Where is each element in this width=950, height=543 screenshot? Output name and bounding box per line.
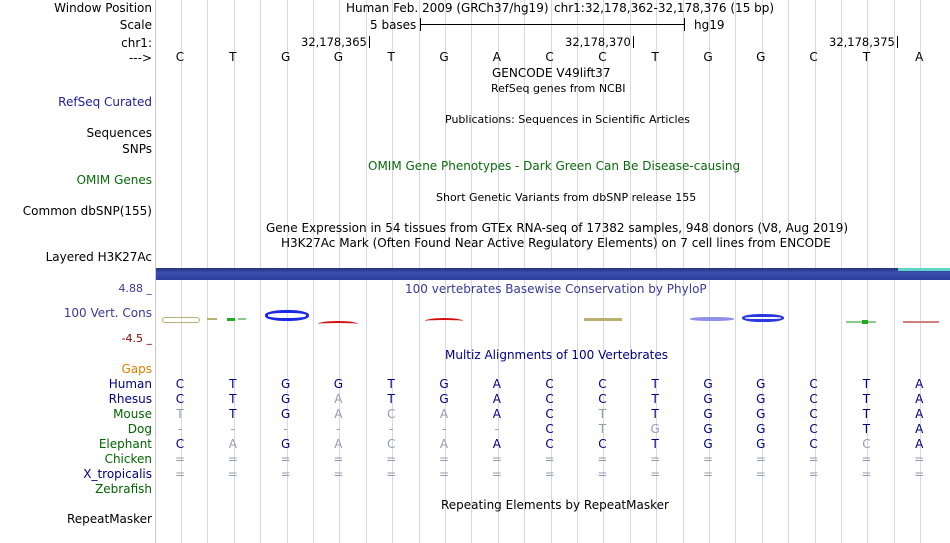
alignment-base: G bbox=[756, 392, 766, 406]
alignment-base: T bbox=[229, 407, 237, 421]
species-label[interactable]: Dog bbox=[127, 422, 152, 436]
alignment-base: A bbox=[228, 437, 237, 451]
alignment-base: = bbox=[491, 452, 502, 466]
multiz-title: Multiz Alignments of 100 Vertebrates bbox=[445, 348, 669, 362]
alignment-base: T bbox=[862, 377, 871, 391]
sequence-base: C bbox=[545, 50, 554, 64]
alignment-base: G bbox=[756, 377, 766, 391]
alignment-base: T bbox=[862, 407, 871, 421]
window-position-label: Window Position bbox=[54, 1, 152, 15]
refseq-title: RefSeq genes from NCBI bbox=[491, 82, 626, 95]
alignment-base: C bbox=[809, 422, 818, 436]
sequence-base: G bbox=[756, 50, 766, 64]
alignment-base: T bbox=[387, 377, 395, 391]
alignment-base: T bbox=[651, 437, 659, 451]
alignment-base: T bbox=[229, 377, 237, 391]
alignment-base: A bbox=[439, 407, 449, 421]
sequence-base: T bbox=[387, 50, 395, 64]
alignment-base: = bbox=[491, 467, 502, 481]
alignment-base: = bbox=[174, 452, 186, 466]
phylop-glyph bbox=[690, 317, 734, 321]
alignment-base: = bbox=[386, 452, 397, 466]
alignment-base: = bbox=[280, 452, 291, 466]
sequence-base: C bbox=[175, 50, 185, 64]
alignment-base: G bbox=[280, 377, 291, 391]
alignment-base: = bbox=[227, 467, 238, 481]
alignment-base: C bbox=[175, 377, 185, 391]
sequence-base: T bbox=[862, 50, 871, 64]
scale-bar-right-cap bbox=[684, 18, 685, 31]
alignment-base: = bbox=[808, 467, 819, 481]
alignment-base: G bbox=[333, 377, 344, 391]
alignment-base: = bbox=[597, 452, 608, 466]
alignment-base: = bbox=[861, 467, 872, 481]
alignment-base: = bbox=[544, 467, 555, 481]
sequence-base: A bbox=[492, 50, 501, 64]
alignment-base: A bbox=[334, 407, 343, 421]
h3k27ac-signal-fill bbox=[156, 268, 950, 280]
assembly-title: Human Feb. 2009 (GRCh37/hg19) bbox=[346, 1, 549, 15]
alignment-base: T bbox=[176, 407, 184, 421]
alignment-base: A bbox=[492, 377, 501, 391]
alignment-base: A bbox=[492, 437, 501, 451]
alignment-base: A bbox=[915, 422, 924, 436]
alignment-base: C bbox=[809, 377, 818, 391]
sequence-base: C bbox=[598, 50, 607, 64]
gencode-title: GENCODE V49lift37 bbox=[492, 66, 611, 80]
alignment-base: - bbox=[230, 422, 235, 436]
alignment-base: T bbox=[651, 407, 659, 421]
species-label[interactable]: Rhesus bbox=[108, 392, 152, 406]
track-label-sequences[interactable]: Sequences bbox=[86, 126, 152, 140]
alignment-base: G bbox=[280, 407, 291, 421]
alignment-base: C bbox=[545, 437, 554, 451]
alignment-base: = bbox=[914, 452, 925, 466]
phylop-glyph bbox=[162, 317, 200, 323]
alignment-base: T bbox=[598, 407, 607, 421]
alignment-base: T bbox=[598, 422, 607, 436]
alignment-base: C bbox=[175, 437, 185, 451]
sequence-base: T bbox=[651, 50, 659, 64]
alignment-base: = bbox=[914, 467, 925, 481]
alignment-base: - bbox=[283, 422, 288, 436]
alignment-base: T bbox=[651, 377, 659, 391]
sequence-base: C bbox=[809, 50, 818, 64]
track-label-omim[interactable]: OMIM Genes bbox=[76, 173, 152, 187]
phylop-glyph bbox=[207, 318, 217, 320]
phylop-glyph bbox=[742, 314, 784, 322]
alignment-base: G bbox=[280, 392, 291, 406]
alignment-base: G bbox=[756, 422, 766, 436]
alignment-base: C bbox=[545, 377, 554, 391]
alignment-base: A bbox=[492, 392, 501, 406]
phylop-glyph bbox=[903, 321, 939, 323]
alignment-base: = bbox=[280, 467, 291, 481]
alignment-base: G bbox=[703, 407, 713, 421]
dbsnp-title: Short Genetic Variants from dbSNP release 155 bbox=[436, 191, 697, 204]
alignment-base: T bbox=[387, 392, 395, 406]
alignment-base: = bbox=[386, 467, 397, 481]
alignment-base: G bbox=[703, 377, 713, 391]
alignment-base: = bbox=[227, 452, 238, 466]
alignment-base: A bbox=[439, 437, 449, 451]
phylop-title: 100 vertebrates Basewise Conservation by PhyloP bbox=[405, 282, 707, 296]
alignment-base: T bbox=[862, 392, 871, 406]
alignment-base: = bbox=[438, 467, 450, 481]
sequence-base: T bbox=[229, 50, 237, 64]
alignment-base: = bbox=[174, 467, 186, 481]
species-label[interactable]: Human bbox=[108, 377, 152, 391]
alignment-base: C bbox=[598, 437, 607, 451]
alignment-base: A bbox=[915, 377, 924, 391]
alignment-base: C bbox=[598, 392, 607, 406]
alignment-base: = bbox=[650, 452, 661, 466]
alignment-base: T bbox=[651, 392, 659, 406]
alignment-base: G bbox=[280, 437, 291, 451]
alignment-base: G bbox=[703, 437, 713, 451]
alignment-base: A bbox=[492, 407, 501, 421]
alignment-base: - bbox=[494, 422, 499, 436]
alignment-base: = bbox=[702, 467, 714, 481]
alignment-base: G bbox=[756, 437, 766, 451]
alignment-base: - bbox=[336, 422, 341, 436]
sequence-base: G bbox=[439, 50, 449, 64]
track-label-h3k27ac[interactable]: Layered H3K27Ac bbox=[45, 250, 152, 264]
alignment-base: G bbox=[703, 422, 713, 436]
track-label-cons[interactable]: 100 Vert. Cons bbox=[63, 306, 152, 320]
species-label[interactable]: Elephant bbox=[98, 437, 152, 451]
h3k27ac-signal-band[interactable] bbox=[156, 268, 950, 280]
phylop-glyph bbox=[227, 318, 235, 321]
h3k27ac-title: H3K27Ac Mark (Often Found Near Active Regulatory Elements) on 7 cell lines from ENCODE bbox=[281, 236, 831, 250]
alignment-base: = bbox=[438, 452, 450, 466]
alignment-base: = bbox=[333, 467, 344, 481]
phylop-glyph bbox=[846, 321, 876, 323]
track-label-gaps[interactable]: Gaps bbox=[121, 362, 152, 376]
species-label[interactable]: X_tropicalis bbox=[83, 467, 152, 481]
alignment-base: A bbox=[915, 407, 924, 421]
chrom-label: chr1: bbox=[121, 36, 152, 50]
position-label: 32,178,370 bbox=[565, 36, 634, 48]
alignment-base: = bbox=[597, 467, 608, 481]
track-label-dbsnp[interactable]: Common dbSNP(155) bbox=[22, 204, 152, 218]
alignment-base: C bbox=[809, 392, 818, 406]
phylop-glyph bbox=[318, 321, 358, 327]
alignment-base: = bbox=[861, 452, 872, 466]
alignment-base: = bbox=[755, 467, 766, 481]
alignment-base: C bbox=[386, 407, 396, 421]
alignment-base: C bbox=[809, 437, 818, 451]
alignment-base: - bbox=[441, 422, 447, 436]
region-title: chr1:32,178,362-32,178,376 (15 bp) bbox=[554, 1, 775, 15]
position-label: 32,178,375 bbox=[829, 36, 898, 48]
strand-label: ---> bbox=[128, 51, 152, 65]
phylop-glyph bbox=[584, 318, 622, 321]
alignment-base: C bbox=[545, 422, 554, 436]
phylop-glyph bbox=[425, 318, 463, 324]
position-label: 32,178,365 bbox=[301, 36, 370, 48]
alignment-base: C bbox=[175, 392, 185, 406]
scale-bar bbox=[420, 24, 684, 25]
alignment-base: = bbox=[544, 452, 555, 466]
alignment-base: - bbox=[177, 422, 183, 436]
track-label-repeatmasker[interactable]: RepeatMasker bbox=[66, 512, 152, 526]
alignment-base: A bbox=[334, 392, 343, 406]
track-label-refseq[interactable]: RefSeq Curated bbox=[58, 95, 152, 109]
alignment-base: = bbox=[702, 452, 714, 466]
sequence-base: G bbox=[703, 50, 713, 64]
sequence-base: G bbox=[280, 50, 291, 64]
cons-min-value: -4.5 _ bbox=[121, 332, 152, 345]
sequence-base: A bbox=[915, 50, 924, 64]
species-label[interactable]: Chicken bbox=[104, 452, 152, 466]
alignment-base: C bbox=[386, 437, 396, 451]
cons-max-value: 4.88 _ bbox=[118, 282, 152, 295]
alignment-base: - bbox=[389, 422, 394, 436]
alignment-base: G bbox=[439, 377, 449, 391]
phylop-glyph bbox=[862, 320, 868, 324]
alignment-base: A bbox=[915, 437, 924, 451]
species-label[interactable]: Mouse bbox=[113, 407, 152, 421]
alignment-base: A bbox=[334, 437, 343, 451]
alignment-base: C bbox=[598, 377, 607, 391]
alignment-base: = bbox=[650, 467, 661, 481]
species-label[interactable]: Zebrafish bbox=[95, 482, 152, 496]
alignment-base: G bbox=[439, 392, 449, 406]
sequence-base: G bbox=[333, 50, 344, 64]
alignment-base: = bbox=[333, 452, 344, 466]
alignment-base: C bbox=[862, 437, 871, 451]
phylop-glyph bbox=[238, 318, 246, 320]
alignment-base: C bbox=[545, 392, 554, 406]
omim-title: OMIM Gene Phenotypes - Dark Green Can Be Disease-causing bbox=[368, 159, 741, 173]
alignment-base: = bbox=[755, 452, 766, 466]
gtex-title: Gene Expression in 54 tissues from GTEx RNA-seq of 17382 samples, 948 donors (V8, Aug 2019) bbox=[266, 221, 849, 235]
scale-label: Scale bbox=[119, 18, 152, 32]
alignment-base: G bbox=[703, 392, 713, 406]
repeatmasker-title: Repeating Elements by RepeatMasker bbox=[441, 498, 669, 512]
h3k27ac-signal-peak bbox=[898, 268, 950, 271]
alignment-base: T bbox=[862, 422, 871, 436]
alignment-base: T bbox=[229, 392, 237, 406]
track-label-snps[interactable]: SNPs bbox=[122, 142, 152, 156]
publications-title: Publications: Sequences in Scientific Articles bbox=[445, 113, 690, 126]
scale-text: 5 bases bbox=[370, 18, 417, 32]
alignment-base: G bbox=[650, 422, 660, 436]
alignment-base: G bbox=[756, 407, 766, 421]
alignment-base: = bbox=[808, 452, 819, 466]
phylop-glyph bbox=[265, 310, 309, 321]
track-labels-panel bbox=[0, 0, 156, 543]
alignment-base: C bbox=[809, 407, 818, 421]
alignment-base: A bbox=[915, 392, 924, 406]
scale-db: hg19 bbox=[694, 18, 725, 32]
alignment-base: C bbox=[545, 407, 554, 421]
